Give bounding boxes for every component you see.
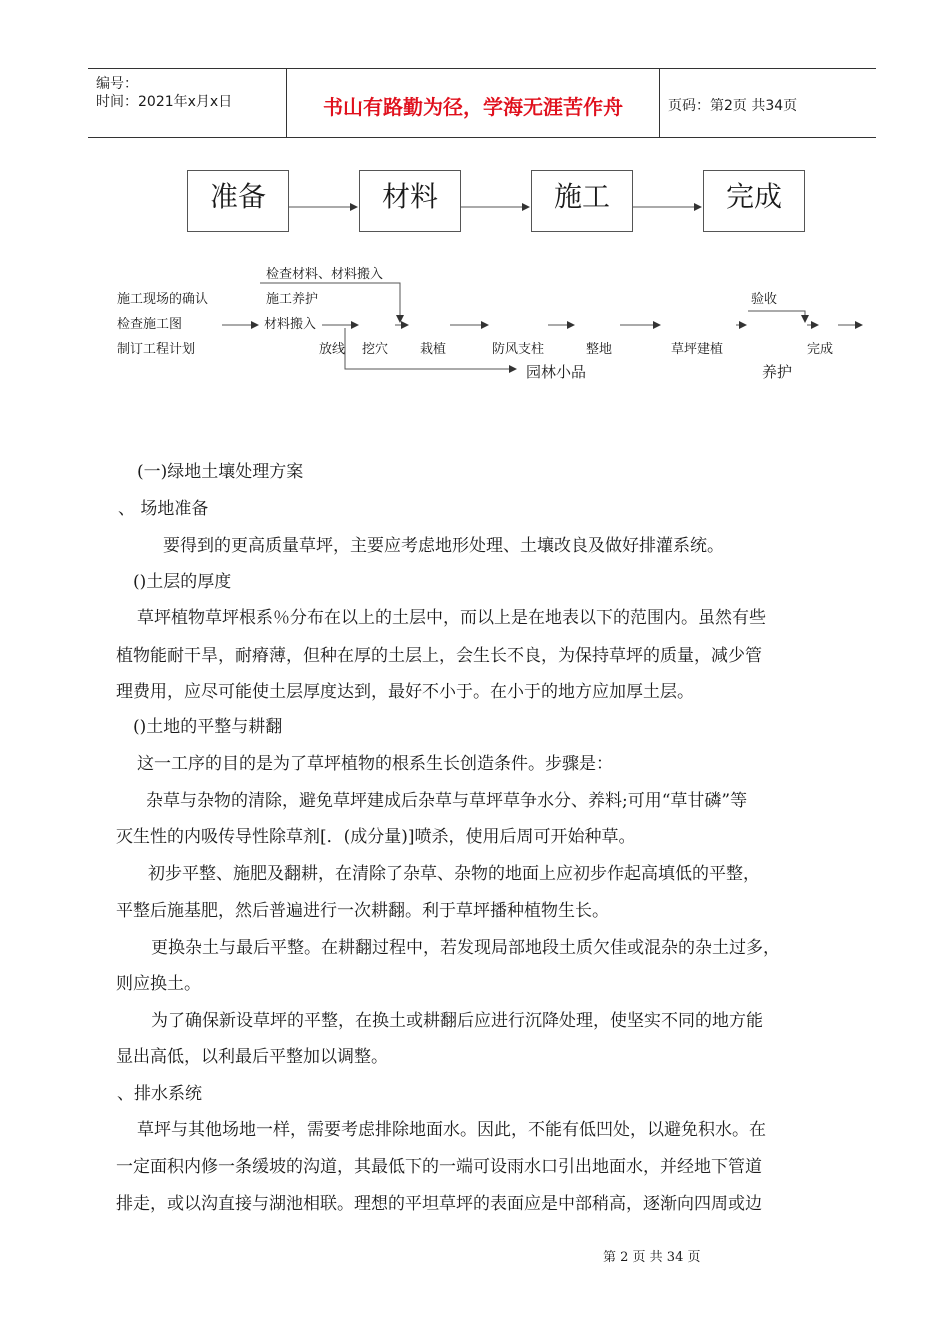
- step-support: 防风支柱: [492, 342, 545, 357]
- subheading-leveling: ()土地的平整与耕翻: [133, 717, 283, 737]
- paragraph-line: 要得到的更高质量草坪，主要应考虑地形处理、土壤改良及做好排灌系统。: [163, 536, 724, 556]
- footer-page-number: 第 2 页 共 34 页: [603, 1250, 701, 1265]
- step-layout: 放线: [319, 342, 346, 357]
- step-lawn: 草坪建植: [671, 342, 724, 357]
- prep-item-plan: 制订工程计划: [117, 342, 196, 357]
- paragraph-line: 一定面积内修一条缓坡的沟道，其最低下的一端可设雨水口引出地面水，并经地下管道: [116, 1157, 762, 1177]
- number-label: 编号：: [96, 76, 138, 92]
- prep-item-site-check: 施工现场的确认: [117, 292, 209, 307]
- material-item-delivery: 材料搬入: [264, 317, 317, 332]
- material-item-check: 检查材料、材料搬入: [266, 267, 384, 282]
- section-heading-soil: (一)绿地土壤处理方案: [137, 462, 304, 482]
- paragraph-line: 植物能耐干旱，耐瘠薄，但种在厚的土层上，会生长不良，为保持草坪的质量，减少管: [116, 646, 762, 666]
- paragraph-line: 草坪与其他场地一样，需要考虑排除地面水。因此，不能有低凹处，以避免积水。在: [137, 1120, 766, 1140]
- step-dig: 挖穴: [362, 342, 389, 357]
- stage-box-complete: 完成: [703, 170, 805, 232]
- paragraph-line: 灭生性的内吸传导性除草剂[．(成分量)]喷杀，使用后周可开始种草。: [116, 827, 636, 847]
- subheading-site-prep: 、 场地准备: [118, 499, 209, 519]
- stage-box-prepare: 准备: [187, 170, 289, 232]
- subheading-drainage: 、排水系统: [117, 1084, 202, 1104]
- paragraph-line: 平整后施基肥，然后普遍进行一次耕翻。利于草坪播种植物生长。: [116, 901, 609, 921]
- paragraph-line: 则应换土。: [116, 974, 201, 994]
- paragraph-line: 杂草与杂物的清除，避免草坪建成后杂草与草坪草争水分、养料;可用“草甘磷”等: [146, 791, 748, 811]
- acceptance-label: 验收: [751, 292, 778, 307]
- step-grade: 整地: [586, 342, 613, 357]
- step-complete: 完成: [807, 342, 834, 357]
- paragraph-line: 这一工序的目的是为了草坪植物的根系生长创造条件。步骤是：: [137, 754, 613, 774]
- paragraph-line: 初步平整、施肥及翻耕，在清除了杂草、杂物的地面上应初步作起高填低的平整，: [148, 864, 760, 884]
- acceptance-loop: [748, 311, 805, 322]
- date-label: 时间：2021年x月x日: [96, 94, 233, 110]
- stage-box-material: 材料: [359, 170, 461, 232]
- stage-box-construction: 施工: [531, 170, 633, 232]
- paragraph-line: 为了确保新设草坪的平整，在换土或耕翻后应进行沉降处理，使坚实不同的地方能: [151, 1011, 763, 1031]
- material-item-maintain: 施工养护: [266, 292, 319, 307]
- garden-items-label: 园林小品: [526, 363, 587, 381]
- paragraph-line: 排走，或以沟直接与湖池相联。理想的平坦草坪的表面应是中部稍高，逐渐向四周或边: [116, 1194, 762, 1214]
- subheading-soil-thickness: ()土层的厚度: [133, 572, 232, 592]
- step-plant: 栽植: [420, 342, 447, 357]
- page-label: 页码：第2页 共34页: [668, 98, 798, 114]
- motto: 书山有路勤为径，学海无涯苦作舟: [323, 95, 623, 119]
- paragraph-line: 显出高低，以利最后平整加以调整。: [116, 1047, 388, 1067]
- paragraph-line: 更换杂土与最后平整。在耕翻过程中，若发现局部地段土质欠佳或混杂的杂土过多，: [151, 938, 780, 958]
- maintenance-label: 养护: [762, 363, 793, 381]
- paragraph-line: 理费用，应尽可能使土层厚度达到，最好不小于。在小于的地方应加厚土层。: [116, 682, 694, 702]
- prep-item-drawing-check: 检查施工图: [117, 317, 183, 332]
- paragraph-line: 草坪植物草坪根系％分布在以上的土层中，而以上是在地表以下的范围内。虽然有些: [137, 608, 766, 628]
